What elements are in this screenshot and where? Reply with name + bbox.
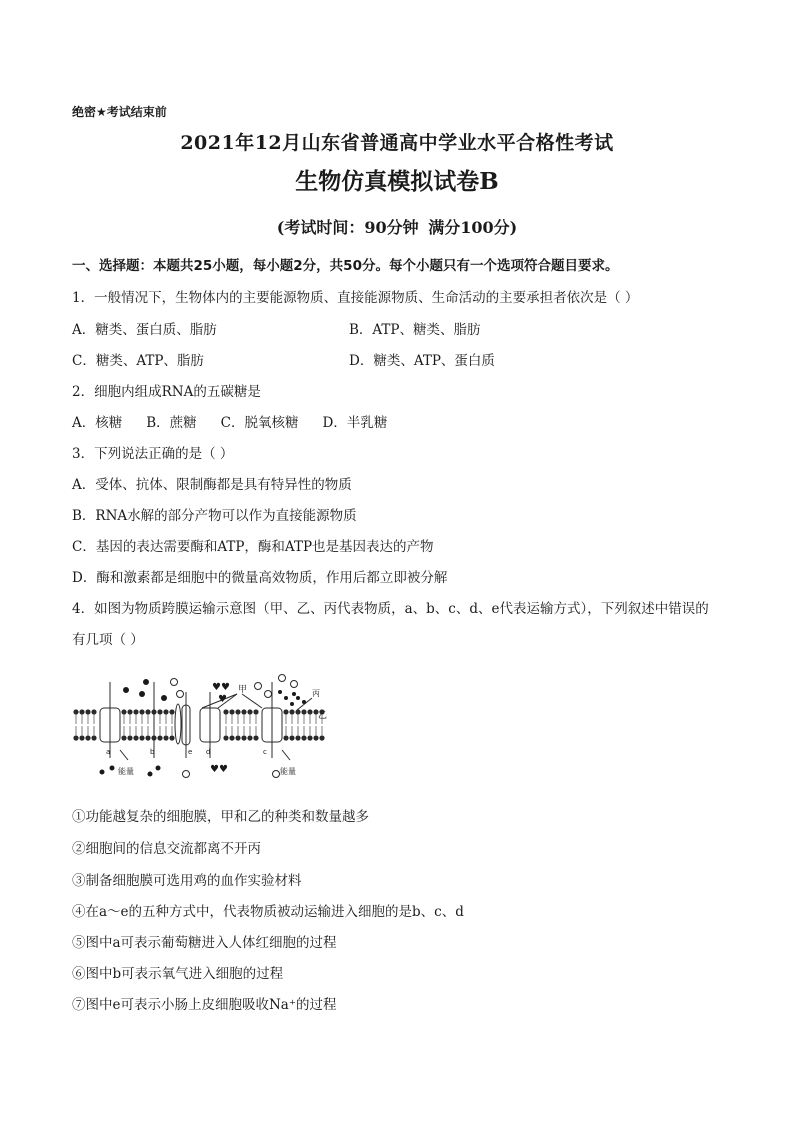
q2-option-b: B．蔗糖 <box>146 415 197 431</box>
lipid-head <box>157 735 162 740</box>
q1-option-b: B．ATP、糖类、脂肪 <box>349 322 481 338</box>
lipid-head <box>121 735 126 740</box>
lipid-head <box>289 709 294 714</box>
lipid-head <box>145 735 150 740</box>
lipid-head <box>79 735 84 740</box>
label-a: a <box>106 748 111 756</box>
svg-text:♥♥: ♥♥ <box>210 764 228 775</box>
lipid-head <box>85 735 90 740</box>
q2-option-a: A．核糖 <box>72 415 123 431</box>
lipid-head <box>313 735 318 740</box>
q4-statement: ④在a～e的五种方式中，代表物质被动运输进入细胞的是b、c、d <box>72 904 464 920</box>
lipid-head <box>253 709 258 714</box>
lipid-head <box>235 709 240 714</box>
label-d: d <box>206 748 211 756</box>
label-c: c <box>263 748 267 756</box>
lipid-head <box>283 735 288 740</box>
lipid-head <box>223 735 228 740</box>
svg-text:♥♥: ♥♥ <box>212 682 230 693</box>
exam-subtitle: 生物仿真模拟试卷B <box>295 168 499 195</box>
q2-stem: 2．细胞内组成RNA的五碳糖是 <box>72 384 261 400</box>
lipid-head <box>301 709 306 714</box>
q3-option-b: B．RNA水解的部分产物可以作为直接能源物质 <box>72 508 357 524</box>
lipid-head <box>163 735 168 740</box>
lipid-head <box>145 709 150 714</box>
lipid-head <box>235 735 240 740</box>
exam-info: (考试时间：90分钟 满分100分) <box>276 218 518 237</box>
energy-label-right: 能量 <box>280 767 296 776</box>
label-b: b <box>150 748 155 756</box>
q1-stem: 1．一般情况下，生物体内的主要能源物质、直接能源物质、生命活动的主要承担者依次是（ ） <box>72 290 639 306</box>
lipid-head <box>91 709 96 714</box>
lipid-head <box>289 735 294 740</box>
lipid-head <box>79 709 84 714</box>
lipid-head <box>223 709 228 714</box>
q4-statement: ⑤图中a可表示葡萄糖进入人体红细胞的过程 <box>72 935 337 951</box>
lipid-head <box>139 735 144 740</box>
q3-stem: 3．下列说法正确的是（ ） <box>72 446 234 462</box>
lipid-head <box>127 709 132 714</box>
label-yi: 乙 <box>318 711 328 721</box>
lipid-head <box>73 735 78 740</box>
lipid-head <box>85 709 90 714</box>
q1-option-a: A．糖类、蛋白质、脂肪 <box>72 322 217 338</box>
q1-option-d: D．糖类、ATP、蛋白质 <box>349 353 495 369</box>
lipid-head <box>121 709 126 714</box>
lipid-head <box>163 709 168 714</box>
lipid-head <box>133 735 138 740</box>
svg-text:♥: ♥ <box>218 694 227 705</box>
q4-stem-line2: 有几项（ ） <box>72 632 144 648</box>
lipid-head <box>133 709 138 714</box>
secret-label: 绝密★考试结束前 <box>72 105 167 119</box>
lipid-head <box>229 709 234 714</box>
lipid-head <box>139 709 144 714</box>
lipid-head <box>295 709 300 714</box>
lipid-head <box>127 735 132 740</box>
lipid-head <box>295 735 300 740</box>
membrane-transport-figure <box>72 668 332 786</box>
q2-options <box>72 414 411 432</box>
label-bing: 丙 <box>312 689 320 698</box>
q3-option-d: D．酶和激素都是细胞中的微量高效物质，作用后都立即被分解 <box>72 570 448 586</box>
q4-statement: ①功能越复杂的细胞膜，甲和乙的种类和数量越多 <box>72 809 369 825</box>
q3-option-c: C．基因的表达需要酶和ATP，酶和ATP也是基因表达的产物 <box>72 539 434 555</box>
q4-statement: ⑥图中b可表示氧气进入细胞的过程 <box>72 966 284 982</box>
q2-option-d: D．半乳糖 <box>322 415 388 431</box>
q3-option-a: A．受体、抗体、限制酶都是具有特异性的物质 <box>72 477 352 493</box>
section-heading: 一、选择题：本题共25小题，每小题2分，共50分。每个小题只有一个选项符合题目要求。 <box>72 258 619 274</box>
lipid-head <box>247 735 252 740</box>
lipid-head <box>169 709 174 714</box>
q4-statement: ⑦图中e可表示小肠上皮细胞吸收Na⁺的过程 <box>72 997 337 1013</box>
exam-title: 2021年12月山东省普通高中学业水平合格性考试 <box>180 132 614 154</box>
q4-statement: ②细胞间的信息交流都离不开丙 <box>72 841 261 857</box>
q2-option-c: C．脱氧核糖 <box>220 415 299 431</box>
lipid-head <box>247 709 252 714</box>
lipid-head <box>241 735 246 740</box>
lipid-head <box>307 709 312 714</box>
lipid-head <box>301 735 306 740</box>
channel-left-half <box>175 704 181 744</box>
lipid-head <box>229 735 234 740</box>
energy-label-left: 能量 <box>118 767 134 776</box>
lipid-head <box>241 709 246 714</box>
q4-statement: ③制备细胞膜可选用鸡的血作实验材料 <box>72 873 302 889</box>
lipid-head <box>73 709 78 714</box>
label-jia: 甲 <box>238 685 248 695</box>
lipid-head <box>319 735 324 740</box>
lipid-head <box>157 709 162 714</box>
lipid-head <box>91 735 96 740</box>
lipid-head <box>169 735 174 740</box>
lipid-head <box>253 735 258 740</box>
label-e: e <box>188 748 193 756</box>
lipid-head <box>307 735 312 740</box>
lipid-head <box>283 709 288 714</box>
q1-option-c: C．糖类、ATP、脂肪 <box>72 353 204 369</box>
q4-stem-line1: 4．如图为物质跨膜运输示意图（甲、乙、丙代表物质，a、b、c、d、e代表运输方式），下列叙述中错误的 <box>72 601 709 617</box>
